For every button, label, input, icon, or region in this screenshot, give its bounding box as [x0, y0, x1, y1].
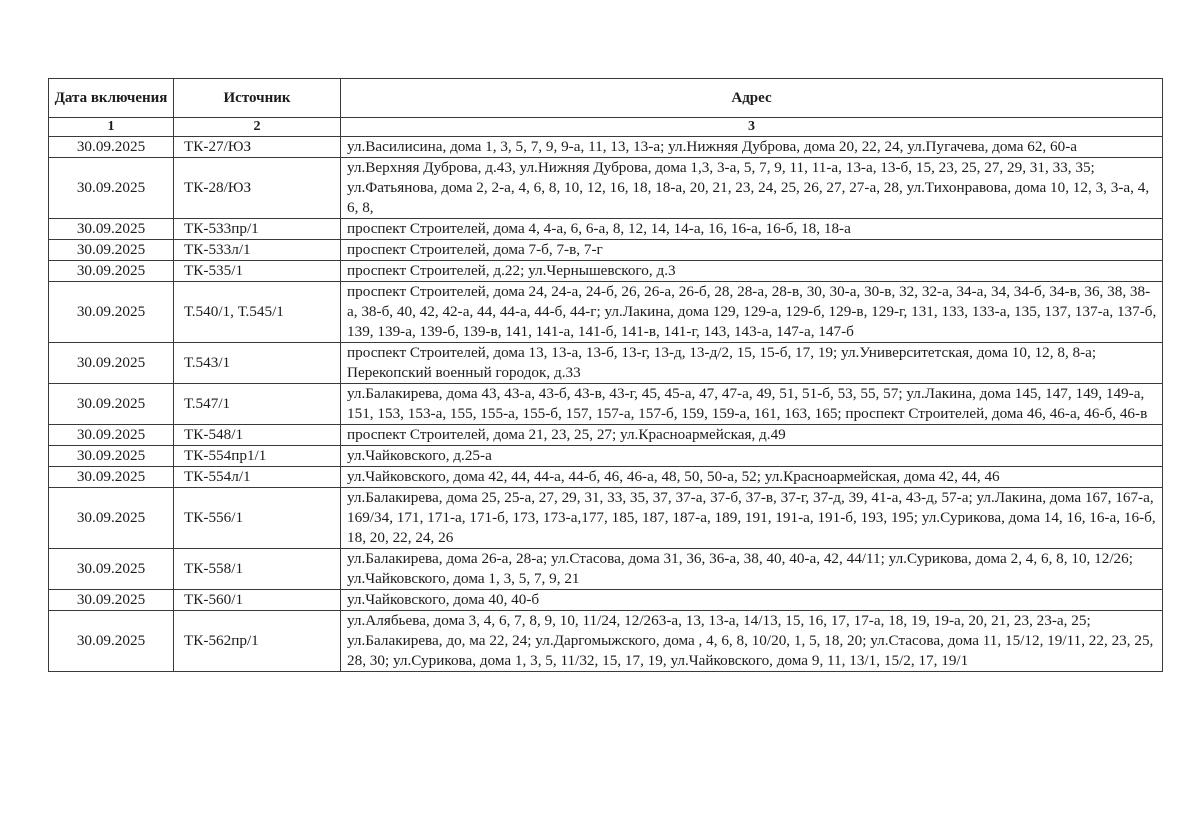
address-cell: проспект Строителей, дома 21, 23, 25, 27; ул.Красноармейская, д.49 — [341, 425, 1163, 446]
address-cell: ул.Чайковского, д.25-а — [341, 446, 1163, 467]
table-row — [49, 611, 1163, 672]
source-cell: ТК-533л/1 — [174, 240, 341, 261]
column-number-row — [49, 118, 1163, 137]
date-cell: 30.09.2025 — [49, 137, 174, 158]
date-cell: 30.09.2025 — [49, 590, 174, 611]
table-row — [49, 343, 1163, 384]
table-row — [49, 488, 1163, 549]
source-cell: Т.540/1, Т.545/1 — [174, 282, 341, 343]
address-cell: ул.Балакирева, дома 43, 43-а, 43-б, 43-в, 43-г, 45, 45-а, 47, 47-а, 49, 51, 51-б, 53, 55, 57; ул.Лакина, дома 145, 147, 149, 149-а, 151, 153, 153-а, 155, 155-а, 155-б, 157, 157-а, 157-б, 159, 159-а, 161, 163, 165; проспект Строителей, дома 46, 46-а, 46-б, 46-в — [341, 384, 1163, 425]
date-cell: 30.09.2025 — [49, 240, 174, 261]
source-cell: ТК-548/1 — [174, 425, 341, 446]
address-cell: проспект Строителей, дома 13, 13-а, 13-б, 13-г, 13-д, 13-д/2, 15, 15-б, 17, 19; ул.Университетская, дома 10, 12, 8, 8-а; Перекопский военный городок, д.33 — [341, 343, 1163, 384]
source-cell: Т.543/1 — [174, 343, 341, 384]
address-cell: ул.Чайковского, дома 40, 40-б — [341, 590, 1163, 611]
source-cell: ТК-558/1 — [174, 549, 341, 590]
column-number: 1 — [49, 118, 174, 137]
date-cell: 30.09.2025 — [49, 446, 174, 467]
source-cell: ТК-562пр/1 — [174, 611, 341, 672]
date-cell: 30.09.2025 — [49, 425, 174, 446]
header-address: Адрес — [341, 79, 1163, 118]
source-cell: ТК-27/ЮЗ — [174, 137, 341, 158]
address-table — [48, 78, 1163, 672]
table-row — [49, 425, 1163, 446]
table-row — [49, 590, 1163, 611]
date-cell: 30.09.2025 — [49, 488, 174, 549]
address-cell: проспект Строителей, дома 7-б, 7-в, 7-г — [341, 240, 1163, 261]
address-cell: проспект Строителей, дома 4, 4-а, 6, 6-а, 8, 12, 14, 14-а, 16, 16-а, 16-б, 18, 18-а — [341, 219, 1163, 240]
table-row — [49, 240, 1163, 261]
date-cell: 30.09.2025 — [49, 549, 174, 590]
address-cell: ул.Верхняя Дуброва, д.43, ул.Нижняя Дуброва, дома 1,3, 3-а, 5, 7, 9, 11, 11-а, 13-а, 13-б, 15, 23, 25, 27, 29, 31, 33, 35; ул.Фатьянова, дома 2, 2-а, 4, 6, 8, 10, 12, 16, 18, 18-а, 20, 21, 23, 24, 25, 26, 27, 27-а, 28, ул.Тихонравова, дома 10, 12, 3, 3-а, 4, 6, 8, — [341, 158, 1163, 219]
table-row — [49, 137, 1163, 158]
address-cell: ул.Василисина, дома 1, 3, 5, 7, 9, 9-а, 11, 13, 13-а; ул.Нижняя Дуброва, дома 20, 22, 24, ул.Пугачева, дома 62, 60-а — [341, 137, 1163, 158]
document-sheet — [48, 78, 1162, 672]
address-cell: ул.Балакирева, дома 25, 25-а, 27, 29, 31, 33, 35, 37, 37-а, 37-б, 37-в, 37-г, 37-д, 39, 41-а, 43-д, 57-а; ул.Лакина, дома 167, 167-а, 169/34, 171, 171-а, 171-б, 173, 173-а,177, 185, 187, 187-а, 189, 191, 191-а, 191-б, 193, 195; ул.Сурикова, дома 14, 16, 16-а, 16-б, 18, 20, 22, 24, 26 — [341, 488, 1163, 549]
date-cell: 30.09.2025 — [49, 158, 174, 219]
date-cell: 30.09.2025 — [49, 611, 174, 672]
table-row — [49, 282, 1163, 343]
date-cell: 30.09.2025 — [49, 343, 174, 384]
source-cell: Т.547/1 — [174, 384, 341, 425]
header-date: Дата включения — [49, 79, 174, 118]
date-cell: 30.09.2025 — [49, 282, 174, 343]
address-cell: проспект Строителей, дома 24, 24-а, 24-б, 26, 26-а, 26-б, 28, 28-а, 28-в, 30, 30-а, 30-в, 32, 32-а, 34-а, 34, 34-б, 34-в, 36, 38, 38-а, 38-б, 40, 42, 42-а, 44, 44-а, 44-б, 44-г; ул.Лакина, дома 129, 129-а, 129-б, 129-в, 129-г, 131, 133, 133-а, 135, 137, 137-а, 137-б, 139, 139-а, 139-б, 139-в, 141, 141-а, 141-б, 141-в, 141-г, 143, 143-а, 147-а, 147-б — [341, 282, 1163, 343]
address-cell: проспект Строителей, д.22; ул.Чернышевского, д.3 — [341, 261, 1163, 282]
table-row — [49, 261, 1163, 282]
source-cell: ТК-556/1 — [174, 488, 341, 549]
column-number: 3 — [341, 118, 1163, 137]
table-row — [49, 384, 1163, 425]
table-row — [49, 446, 1163, 467]
source-cell: ТК-554пр1/1 — [174, 446, 341, 467]
date-cell: 30.09.2025 — [49, 384, 174, 425]
source-cell: ТК-28/ЮЗ — [174, 158, 341, 219]
source-cell: ТК-560/1 — [174, 590, 341, 611]
table-row — [49, 158, 1163, 219]
header-row — [49, 79, 1163, 118]
source-cell: ТК-554л/1 — [174, 467, 341, 488]
column-number: 2 — [174, 118, 341, 137]
table-row — [49, 219, 1163, 240]
date-cell: 30.09.2025 — [49, 467, 174, 488]
table-row — [49, 549, 1163, 590]
date-cell: 30.09.2025 — [49, 261, 174, 282]
header-source: Источник — [174, 79, 341, 118]
address-cell: ул.Балакирева, дома 26-а, 28-а; ул.Стасова, дома 31, 36, 36-а, 38, 40, 40-а, 42, 44/11; ул.Сурикова, дома 2, 4, 6, 8, 10, 12/26; ул.Чайковского, дома 1, 3, 5, 7, 9, 21 — [341, 549, 1163, 590]
date-cell: 30.09.2025 — [49, 219, 174, 240]
table-row — [49, 467, 1163, 488]
address-cell: ул.Алябьева, дома 3, 4, 6, 7, 8, 9, 10, 11/24, 12/263-а, 13, 13-а, 14/13, 15, 16, 17, 17-а, 18, 19, 19-а, 20, 21, 23, 23-а, 25; ул.Балакирева, до, ма 22, 24; ул.Даргомыжского, дома , 4, 6, 8, 10/20, 1, 5, 18, 20; ул.Стасова, дома 11, 15/12, 19/11, 22, 23, 25, 28, 30; ул.Сурикова, дома 1, 3, 5, 11/32, 15, 17, 19, ул.Чайковского, дома 9, 11, 13/1, 15/2, 17, 19/1 — [341, 611, 1163, 672]
address-cell: ул.Чайковского, дома 42, 44, 44-а, 44-б, 46, 46-а, 48, 50, 50-а, 52; ул.Красноармейская, дома 42, 44, 46 — [341, 467, 1163, 488]
source-cell: ТК-533пр/1 — [174, 219, 341, 240]
source-cell: ТК-535/1 — [174, 261, 341, 282]
